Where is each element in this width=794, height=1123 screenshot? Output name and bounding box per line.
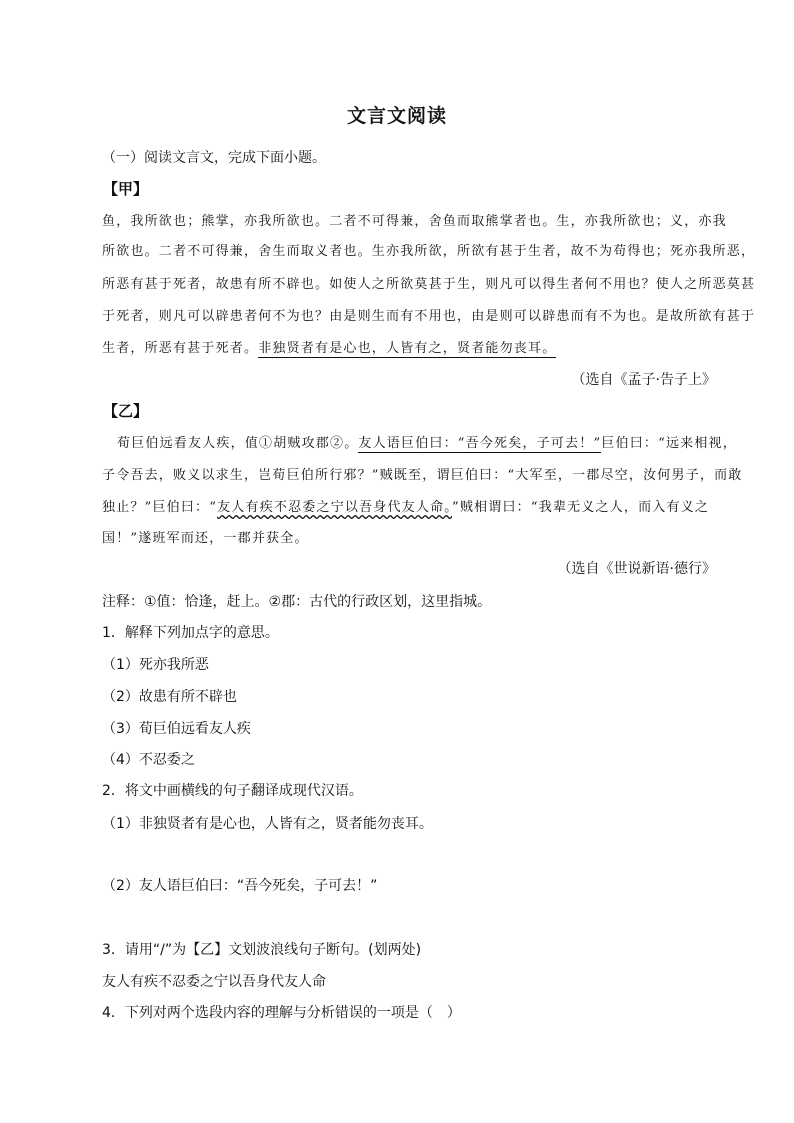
question-item: （1）死亦我所恶	[102, 657, 209, 673]
question-item: （1）非独贤者有是心也，人皆有之，贤者能勿丧耳。	[102, 816, 433, 832]
passage-line	[117, 432, 737, 451]
passage-text: 巨伯曰：“远来相视，	[601, 436, 737, 451]
question-item: （4）不忍委之	[102, 752, 195, 768]
passage-line: 所恶有甚于死者，故患有所不辟也。如使人之所欲莫甚于生，则凡可以得生者何不用也？使人之所恶莫甚	[102, 277, 756, 292]
question-item: （3）荀巨伯远看友人疾	[102, 721, 251, 737]
underlined-sentence: 非独贤者有是心也，人皆有之，贤者能勿丧耳。	[258, 341, 557, 356]
question-stem: 1．解释下列加点字的意思。	[102, 625, 279, 641]
question-stem: 4．下列对两个选段内容的理解与分析错误的一项是（ ）	[102, 1005, 461, 1021]
wavy-underlined-sentence: 友人有疾不忍委之宁以吾身代友人命。	[217, 500, 452, 515]
passage-line: 子令吾去，败义以求生，岂荀巨伯所行邪？”贼既至，谓巨伯曰：“大军至，一郡尽空，汝何男子，而敢	[102, 468, 743, 483]
passage-line: 鱼，我所欲也；熊掌，亦我所欲也。二者不可得兼，舍鱼而取熊掌者也。生，亦我所欲也；义，亦我	[102, 214, 727, 229]
question-stem: 2．将文中画横线的句子翻译成现代汉语。	[102, 783, 363, 799]
source-citation: （选自《孟子·告子上》	[571, 372, 716, 388]
passage-line	[102, 337, 556, 356]
section-intro: （一）阅读文言文，完成下面小题。	[102, 150, 326, 166]
page-title: 文言文阅读	[346, 105, 447, 127]
passage-text: 生者，所恶有甚于死者。	[102, 341, 259, 356]
passage-line: 于死者，则凡可以辟患者何不为也？由是则生而有不用也，由是则可以辟患而有不为也。是故所欲有甚于	[102, 309, 756, 324]
question-stem: 3．请用“/”为【乙】文划波浪线句子断句。(划两处)	[102, 942, 422, 958]
passage-text: 荀巨伯远看友人疾，值①胡贼攻郡②。	[117, 436, 359, 451]
notes: 注释：①值：恰逢，赶上。②郡：古代的行政区划，这里指城。	[102, 594, 492, 610]
passage-line: 国！”遂班军而还，一郡并获全。	[102, 531, 309, 546]
passage-text: ”贼相谓曰：“我辈无义之人，而入有义之	[452, 500, 710, 515]
passage-text: 独止？”巨伯曰：“	[102, 500, 218, 515]
question-item: （2）友人语巨伯曰：“吾今死矣，子可去！”	[102, 878, 378, 894]
passage-yi-label: 【乙】	[103, 402, 149, 420]
question-sentence: 友人有疾不忍委之宁以吾身代友人命	[102, 974, 326, 990]
question-item: （2）故患有所不辟也	[102, 689, 237, 705]
passage-jia-label: 【甲】	[103, 180, 149, 198]
passage-line	[102, 496, 709, 515]
underlined-sentence: 友人语巨伯曰：“吾今死矣，子可去！”	[358, 436, 602, 451]
source-citation: （选自《世说新语·德行》	[557, 561, 716, 577]
passage-line: 所欲也。二者不可得兼，舍生而取义者也。生亦我所欲，所欲有甚于生者，故不为苟得也；死亦我所恶，	[102, 244, 756, 259]
